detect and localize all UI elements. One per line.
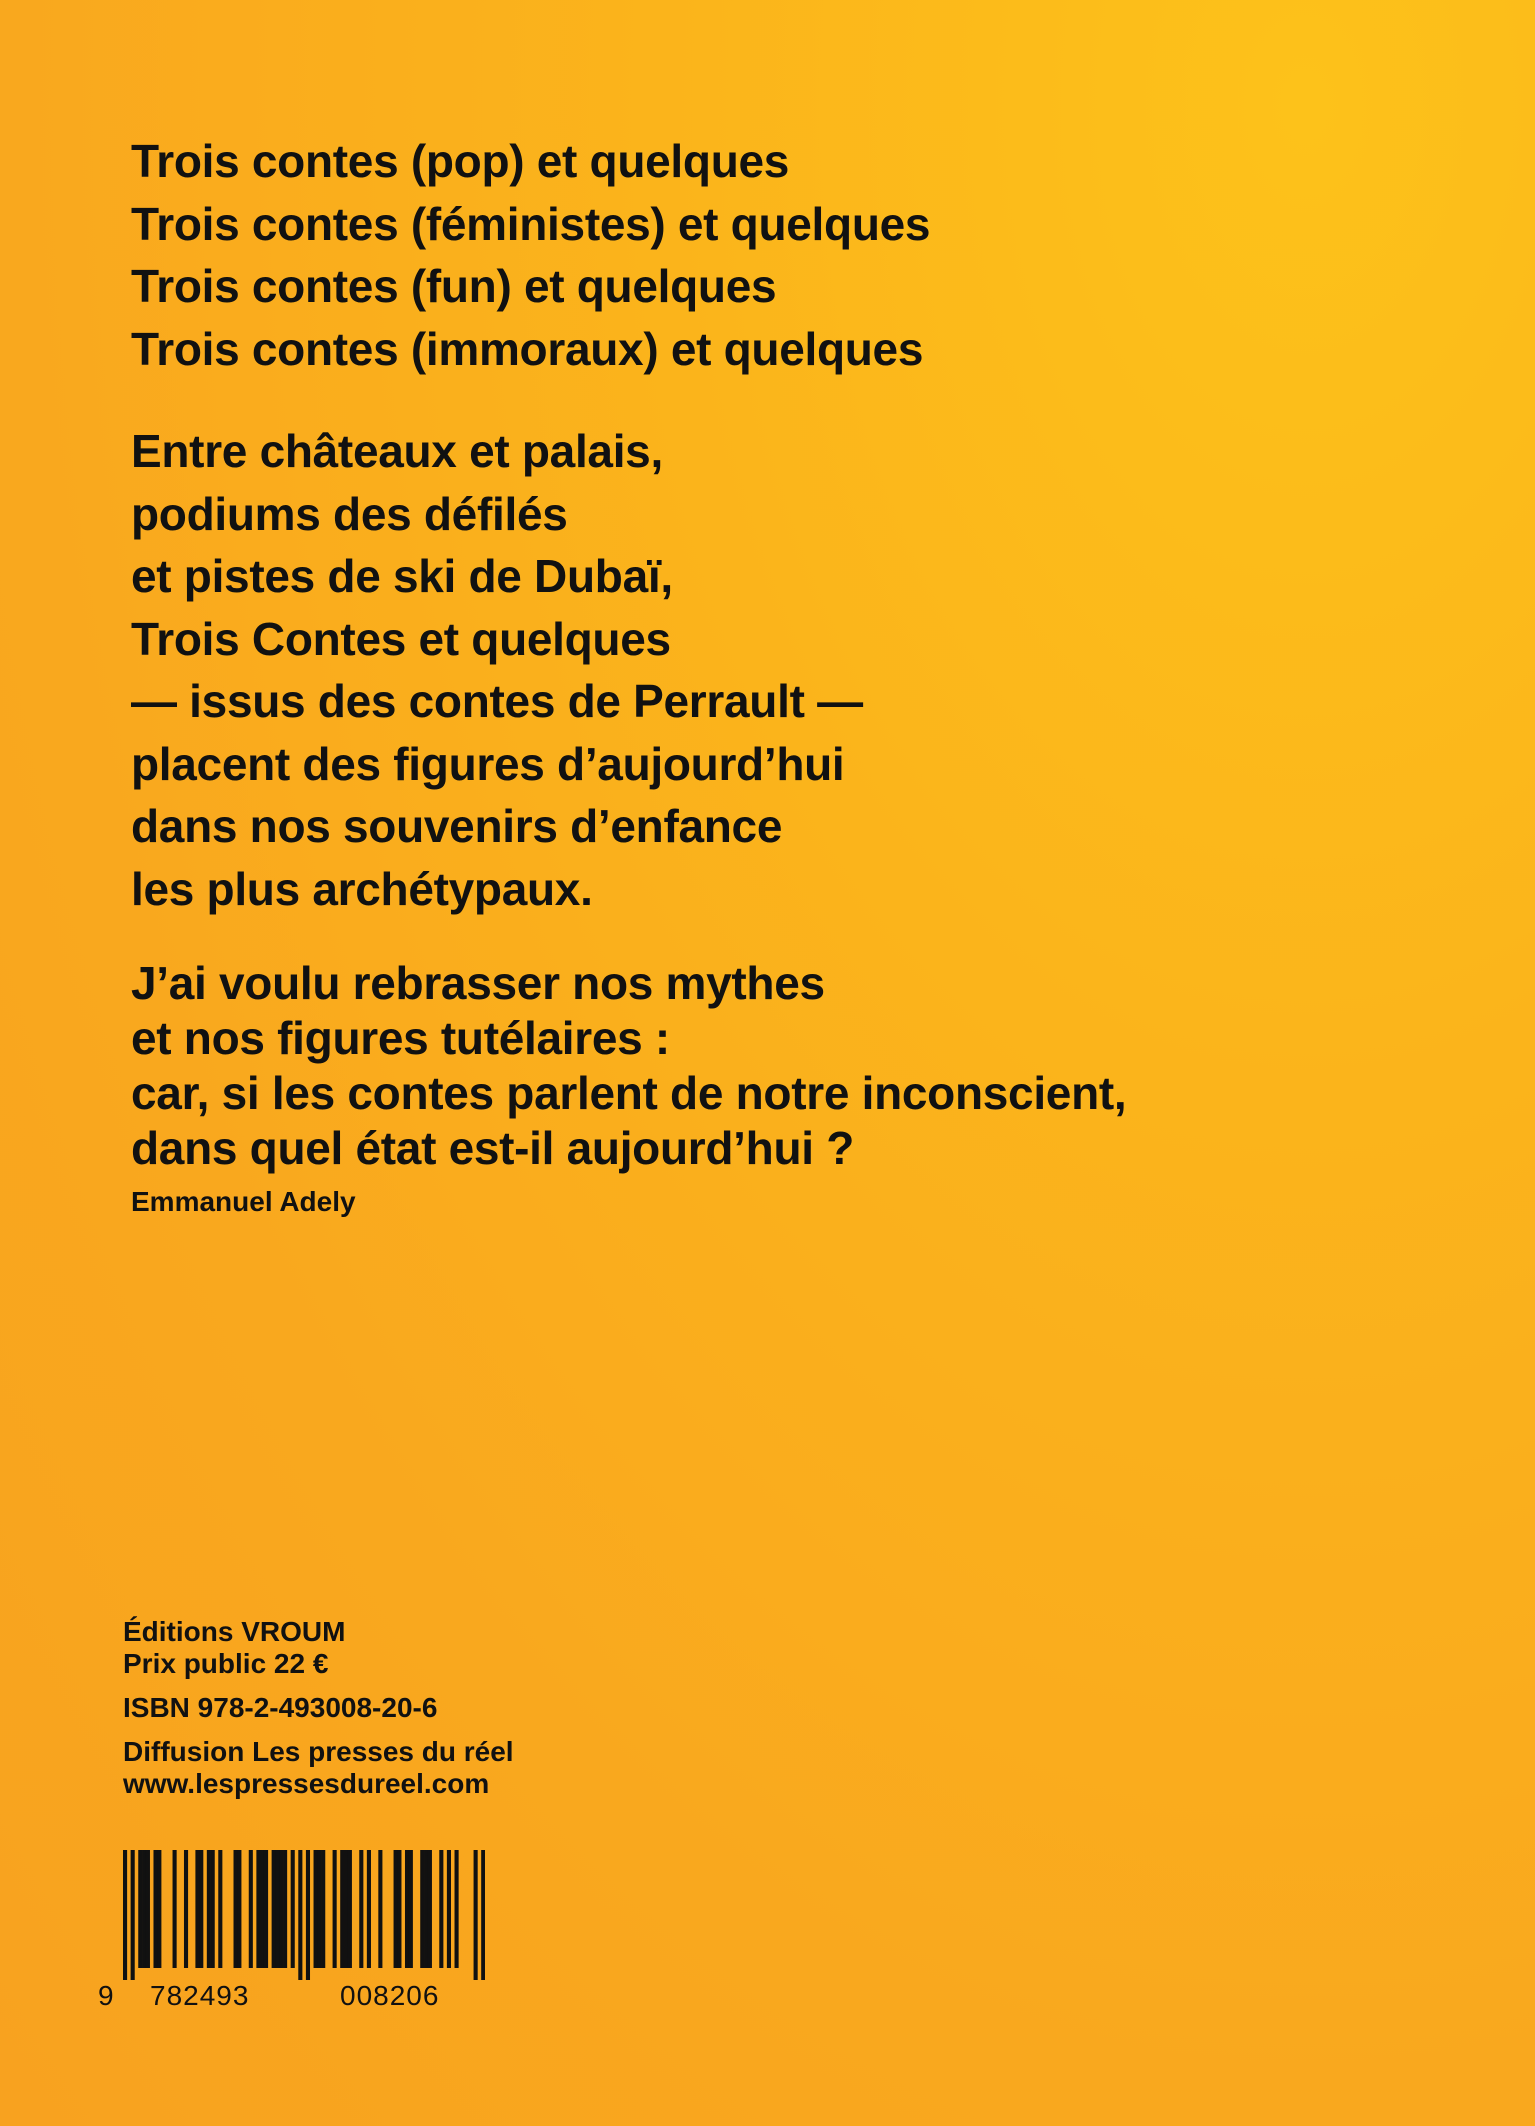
barcode-bar [378, 1850, 382, 1968]
barcode-bar [218, 1850, 222, 1968]
barcode-bar [359, 1850, 363, 1968]
description-line: Entre châteaux et palais, [131, 425, 663, 477]
description-line: placent des figures d’aujourd’hui [131, 737, 845, 790]
barcode-bar [146, 1850, 150, 1968]
barcode-bar [211, 1850, 215, 1968]
barcode-bar [474, 1850, 478, 1980]
barcode-bar [275, 1850, 279, 1968]
barcode-bar [131, 1850, 135, 1980]
barcode-bar [207, 1850, 211, 1968]
price: Prix public 22 € [123, 1648, 329, 1679]
description-line: podiums des défilés [131, 487, 568, 540]
barcode-bar [123, 1850, 127, 1980]
publisher-info [123, 1616, 514, 1800]
isbn: ISBN 978-2-493008-20-6 [123, 1692, 438, 1723]
barcode-bar [142, 1850, 146, 1968]
author-quote-block [131, 956, 1126, 1176]
barcode-left-digits: 782493 [150, 1980, 250, 2011]
author-name: Emmanuel Adely [131, 1186, 356, 1217]
quote-line: car, si les contes parlent de notre inconscient, [131, 1067, 1127, 1119]
barcode-bar [340, 1850, 344, 1968]
quote-line: et nos figures tutélaires : [131, 1012, 670, 1064]
barcode-bar [394, 1850, 398, 1968]
barcode-bar [481, 1850, 485, 1980]
barcode-bar [138, 1850, 142, 1968]
barcode-bar [367, 1850, 371, 1968]
tagline-line: Trois contes (fun) et quelques [131, 260, 777, 312]
barcode-bar [291, 1850, 295, 1968]
barcode-bar [157, 1850, 161, 1968]
barcode-bar [234, 1850, 238, 1968]
barcode-bar [199, 1850, 203, 1968]
publisher-name: Éditions VROUM [123, 1616, 346, 1647]
barcode-bar [409, 1850, 413, 1968]
barcode-bar [237, 1850, 241, 1968]
description-line: — issus des contes de Perrault — [131, 675, 863, 727]
quote-line: J’ai voulu rebrasser nos mythes [131, 957, 825, 1009]
barcode-bar [184, 1850, 188, 1968]
barcode-bar [397, 1850, 401, 1968]
distribution: Diffusion Les presses du réel [123, 1736, 514, 1767]
barcode-bar [439, 1850, 443, 1968]
barcode-bar [283, 1850, 287, 1968]
tagline-block [131, 130, 930, 380]
barcode-bar [348, 1850, 352, 1968]
barcode-bar [306, 1850, 310, 1980]
barcode-bar [279, 1850, 283, 1968]
barcode-bar [420, 1850, 424, 1968]
barcode-right-digits: 008206 [340, 1980, 440, 2011]
tagline-line: Trois contes (féministes) et quelques [131, 197, 931, 250]
description-line: dans nos souvenirs d’enfance [131, 800, 783, 852]
barcode-bar [260, 1850, 264, 1968]
barcode-bar [321, 1850, 325, 1968]
tagline-line: Trois contes (pop) et quelques [131, 135, 790, 187]
description-line: et pistes de ski de Dubaï, [131, 550, 673, 602]
barcode [123, 1850, 485, 1980]
barcode-bar [455, 1850, 459, 1968]
barcode-bar [314, 1850, 318, 1968]
barcode-bar [317, 1850, 321, 1968]
barcode-bar [153, 1850, 157, 1968]
barcode-bar [428, 1850, 432, 1968]
barcode-bar [195, 1850, 199, 1968]
barcode-bar [298, 1850, 302, 1980]
barcode-bar [272, 1850, 276, 1968]
barcode-bar [173, 1850, 177, 1968]
barcode-bar [344, 1850, 348, 1968]
barcode-bar [333, 1850, 337, 1968]
barcode-bar [256, 1850, 260, 1968]
barcode-bar [249, 1850, 253, 1968]
barcode-bar [447, 1850, 451, 1968]
description-line: les plus archétypaux. [131, 862, 593, 915]
tagline-line: Trois contes (immoraux) et quelques [131, 322, 924, 375]
description-line: Trois Contes et quelques [131, 612, 671, 665]
barcode-bar [424, 1850, 428, 1968]
description-block [131, 420, 863, 920]
barcode-bar [264, 1850, 268, 1968]
website: www.lespressesdureel.com [123, 1768, 490, 1799]
quote-line: dans quel état est-il aujourd’hui ? [131, 1122, 855, 1174]
barcode-digits [0, 1980, 1535, 2020]
barcode-bar [405, 1850, 409, 1968]
barcode-first-digit: 9 [98, 1980, 114, 2011]
